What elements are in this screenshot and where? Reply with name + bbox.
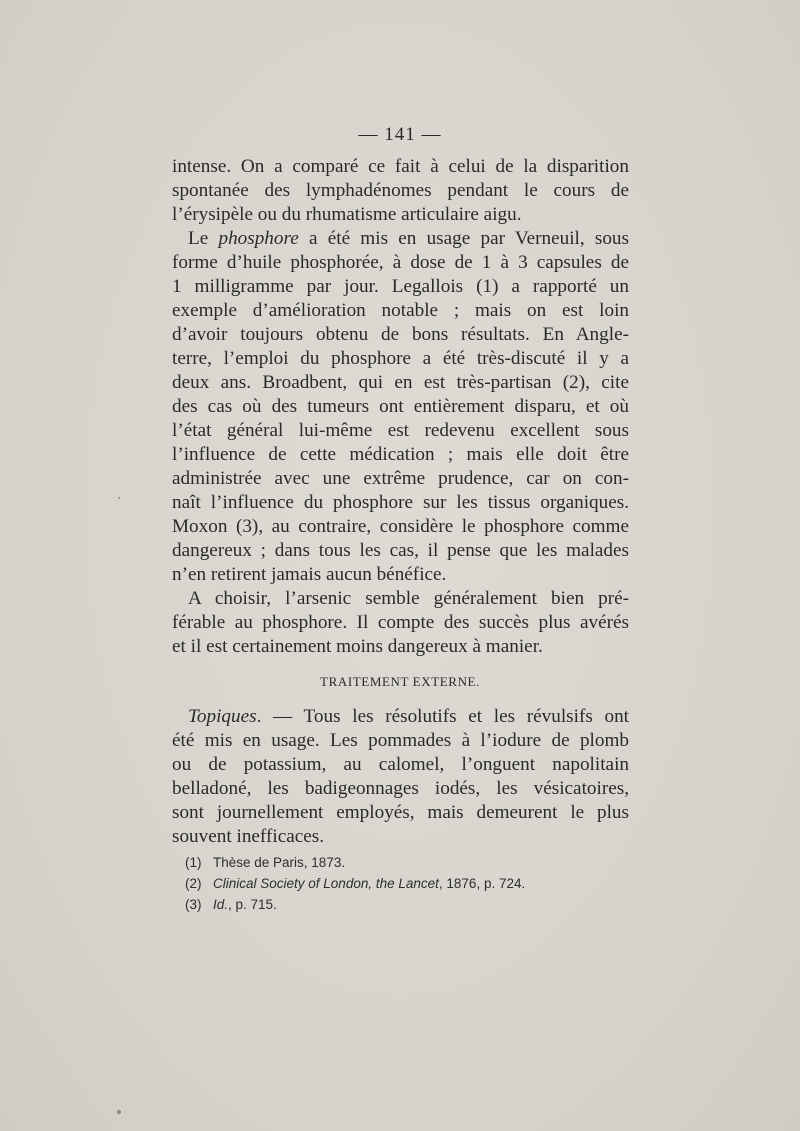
paper-speck <box>118 497 120 499</box>
text-line: exemple d’amélioration notable ; mais on est loin <box>172 300 629 321</box>
text-line: terre, l’emploi du phosphore a été très-discuté il y a <box>172 348 629 369</box>
text-line: forme d’huile phosphorée, à dose de 1 à 3 capsules de <box>172 252 629 273</box>
paragraph-4 <box>172 705 629 849</box>
footnote-2 <box>185 873 525 894</box>
text-line: des cas où des tumeurs ont entièrement disparu, et où <box>172 396 629 417</box>
text-fragment: a été mis en usage par Verneuil, sous <box>298 228 629 249</box>
footnote-italic: Id. <box>213 897 229 912</box>
text-line: l’érysipèle ou du rhumatisme articulaire aigu. <box>172 204 522 225</box>
text-line: Moxon (3), au contraire, considère le phosphore comme <box>172 516 629 537</box>
text-line: ou de potassium, au calomel, l’onguent napolitain <box>172 754 629 775</box>
text-line: été mis en usage. Les pommades à l’iodure de plomb <box>172 730 629 751</box>
text-fragment: Le <box>188 228 219 249</box>
text-line: intense. On a comparé ce fait à celui de la disparition <box>172 156 629 177</box>
text-line: spontanée des lymphadénomes pendant le cours de <box>172 180 629 201</box>
text-line: l’état général lui-même est redevenu excellent sous <box>172 420 629 441</box>
text-line: belladoné, les badigeonnages iodés, les vésicatoires, <box>172 778 629 799</box>
footnote-number: (1) <box>185 855 202 870</box>
paragraph-2 <box>172 227 629 587</box>
footnote-text: , p. 715. <box>228 897 277 912</box>
text-line: férable au phosphore. Il compte des succès plus avérés <box>172 612 629 633</box>
footnote-number: (3) <box>185 897 202 912</box>
footnote-number: (2) <box>185 876 202 891</box>
footnote-italic: Clinical Society of London, the Lancet <box>213 876 439 891</box>
footnote-text: Thèse de Paris, 1873. <box>213 855 346 870</box>
text-line: n’en retirent jamais aucun bénéfice. <box>172 564 447 585</box>
text-line: 1 milligramme par jour. Legallois (1) a rapporté un <box>172 276 629 297</box>
italic-term: Topiques <box>188 706 257 727</box>
footnote-text: , 1876, p. 724. <box>438 876 526 891</box>
text-line: et il est certainement moins dangereux à manier. <box>172 636 543 657</box>
text-line: dangereux ; dans tous les cas, il pense que les malades <box>172 540 629 561</box>
paragraph-3 <box>172 587 629 659</box>
text-line: sont journellement employés, mais demeurent le plus <box>172 802 629 823</box>
paper-speck <box>117 1110 121 1114</box>
text-line: administrée avec une extrême prudence, car on con- <box>172 468 629 489</box>
footnote-1 <box>185 852 525 873</box>
main-text <box>172 155 629 659</box>
main-text-continued <box>172 705 629 849</box>
text-fragment: . — Tous les résolutifs et les révulsifs ont <box>256 706 629 727</box>
paragraph-1 <box>172 155 629 227</box>
footnote-3 <box>185 894 525 915</box>
page-number: — 141 — <box>358 124 442 145</box>
text-line: deux ans. Broadbent, qui en est très-partisan (2), cite <box>172 372 629 393</box>
footnotes <box>185 852 525 915</box>
text-line <box>172 227 629 251</box>
text-line: A choisir, l’arsenic semble généralement bien pré- <box>188 588 629 609</box>
section-heading: TRAITEMENT EXTERNE. <box>320 674 480 689</box>
text-line: d’avoir toujours obtenu de bons résultats. En Angle- <box>172 324 629 345</box>
text-line: l’influence de cette médication ; mais elle doit être <box>172 444 629 465</box>
text-line: naît l’influence du phosphore sur les tissus organiques. <box>172 492 629 513</box>
text-line: souvent inefficaces. <box>172 826 325 847</box>
italic-term: phosphore <box>218 228 299 249</box>
text-line <box>172 705 629 729</box>
